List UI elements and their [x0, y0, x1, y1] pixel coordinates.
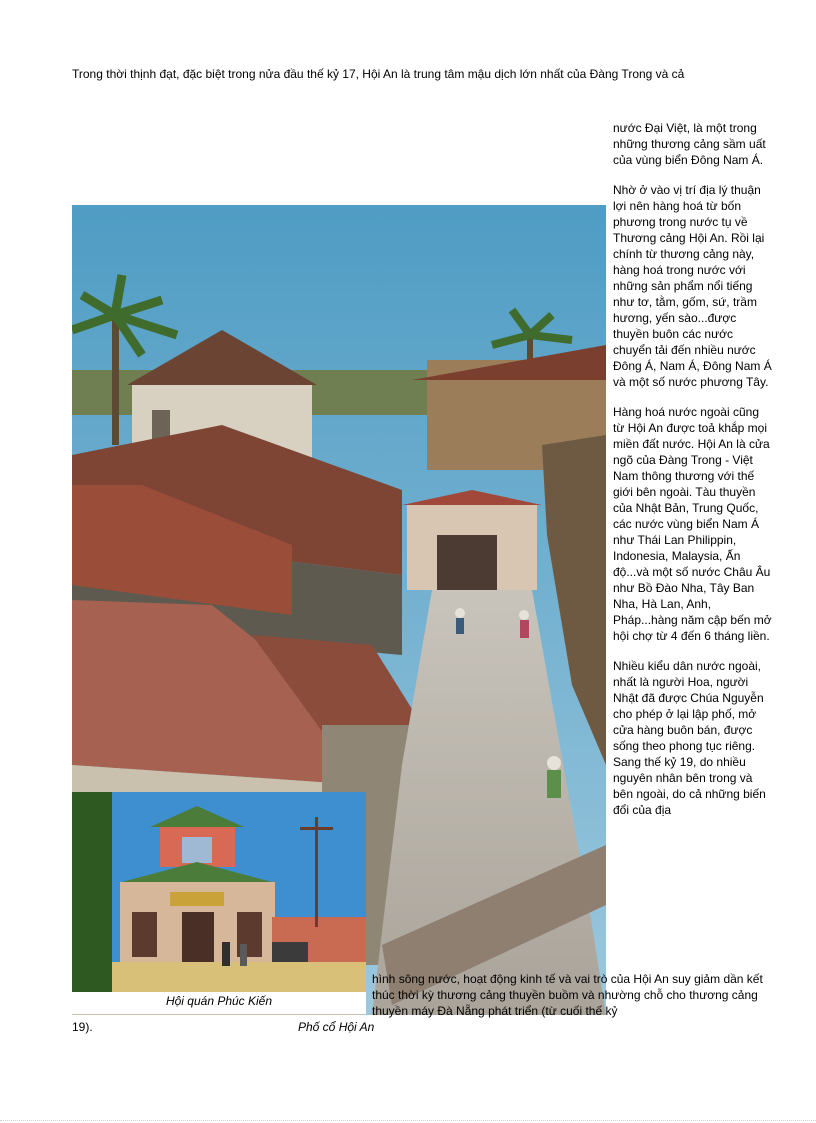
intro-line: Trong thời thịnh đạt, đặc biệt trong nửa đầu thế kỷ 17, Hội An là trung tâm mậu dịch lớn nhất của Đàng Trong và cả [72, 67, 685, 81]
paragraph-4: Nhiều kiểu dân nước ngoài, nhất là người Hoa, người Nhật đã được Chúa Nguyễn cho phép ở lại lập phố, mở cửa hàng buôn bán, được sống theo phong tục riêng. Sang thế kỷ 19, do nhiều nguyên nhân bên trong và bên ngoài, do cả những biến đổi của địa [613, 659, 766, 817]
page-bottom-divider [0, 1120, 816, 1122]
main-photo-caption: Phố cổ Hội An [298, 1020, 375, 1034]
inset-caption: Hội quán Phúc Kiến [72, 992, 366, 1010]
paragraph-tail: 19). [72, 1020, 93, 1034]
continued-paragraph: hình sông nước, hoạt động kinh tế và vai trò của Hội An suy giảm dần kết thúc thời kỳ thương cảng thuyền buồm và nhường chỗ cho thương cảng thuyền máy Đà Nẵng phát triển (từ cuối thế kỷ [372, 972, 763, 1018]
paragraph-1: nước Đại Việt, là một trong những thương cảng sầm uất của vùng biển Đông Nam Á. [613, 121, 766, 167]
paragraph-2: Nhờ ở vào vị trí địa lý thuận lợi nên hàng hoá từ bốn phương trong nước tụ về Thương cảng Hội An. Rồi lại chính từ thương cảng này, hàng hoá trong nước với những sản phẩm nổi tiếng như tơ, tằm, gốm, sứ, trầm hương, yến sào...được thuyền buôn các nước chuyển tải đến nhiều nước Đông Á, Nam Á, Đông Nam Á và một số nước phương Tây. [613, 183, 772, 389]
paragraph-3: Hàng hoá nước ngoài cũng từ Hội An được toả khắp mọi miền đất nước. Hội An là cửa ngõ của Đàng Trong - Việt Nam thông thương với thế giới bên ngoài. Tàu thuyền của Nhật Bản, Trung Quốc, các nước vùng biển Nam Á như Thái Lan Philippin, Indonesia, Malaysia, Ấn độ...và một số nước Châu Âu như Bồ Đào Nha, Tây Ban Nha, Hà Lan, Anh, Pháp...hàng năm cập bến mở hội chợ từ 4 đến 6 tháng liền. [613, 405, 772, 643]
text-column [613, 120, 773, 832]
phuc-kien-assembly-hall-photo [72, 792, 366, 1014]
